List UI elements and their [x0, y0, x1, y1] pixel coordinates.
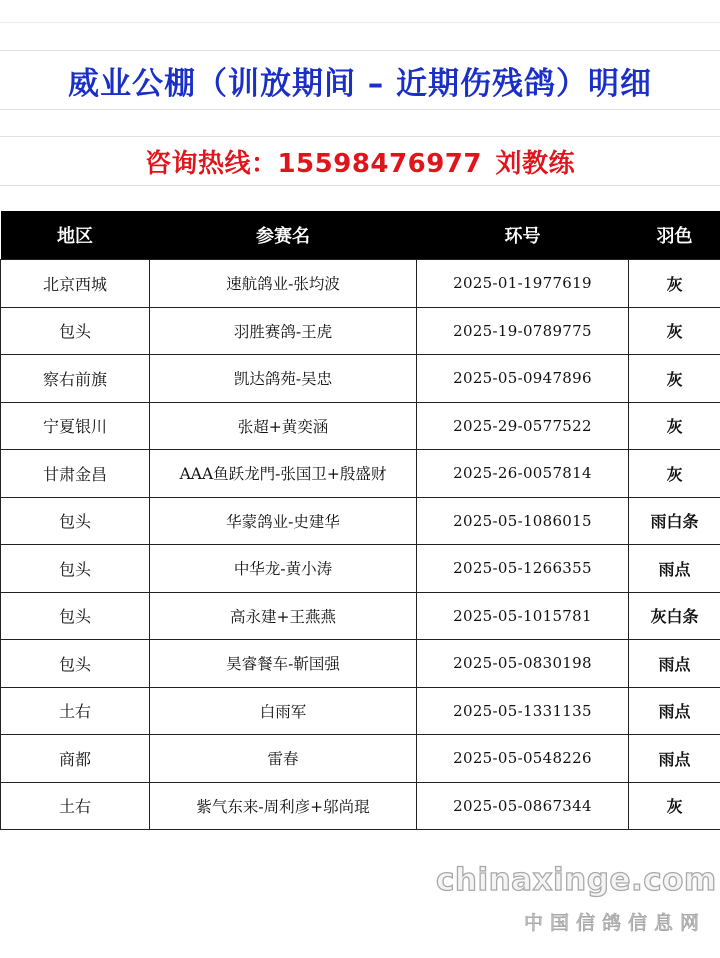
cell-ring-number: 2025-05-1086015	[417, 497, 629, 545]
table-row	[1, 640, 720, 688]
cell-region: 甘肃金昌	[1, 450, 150, 498]
cell-region: 包头	[1, 592, 150, 640]
hotline-number: 15598476977	[277, 148, 482, 179]
column-header-feather-color: 羽色	[629, 211, 720, 260]
cell-feather-color: 雨点	[629, 545, 720, 593]
watermark-domain: chinaxinge.com	[436, 862, 717, 898]
cell-entry-name: 速航鸽业-张均波	[150, 260, 417, 308]
cell-entry-name: 羽胜赛鸽-王虎	[150, 307, 417, 355]
cell-region: 宁夏银川	[1, 402, 150, 450]
cell-entry-name: 中华龙-黄小涛	[150, 545, 417, 593]
title-band	[0, 50, 720, 110]
cell-region: 察右前旗	[1, 355, 150, 403]
cell-entry-name: 华蒙鸽业-史建华	[150, 497, 417, 545]
table-row	[1, 545, 720, 593]
cell-region: 包头	[1, 640, 150, 688]
table-row	[1, 497, 720, 545]
cell-entry-name: 凯达鸽苑-吴忠	[150, 355, 417, 403]
table-row	[1, 355, 720, 403]
cell-feather-color: 灰	[629, 307, 720, 355]
table-row	[1, 307, 720, 355]
cell-entry-name: 雷春	[150, 735, 417, 783]
cell-entry-name: 紫气东来-周利彦+邬尚琨	[150, 782, 417, 830]
cell-feather-color: 灰	[629, 402, 720, 450]
cell-feather-color: 灰	[629, 260, 720, 308]
cell-ring-number: 2025-05-0947896	[417, 355, 629, 403]
cell-feather-color: 雨点	[629, 640, 720, 688]
cell-feather-color: 灰白条	[629, 592, 720, 640]
cell-ring-number: 2025-05-1015781	[417, 592, 629, 640]
cell-ring-number: 2025-01-1977619	[417, 260, 629, 308]
cell-feather-color: 雨点	[629, 687, 720, 735]
table-header-row	[1, 211, 720, 260]
injured-pigeon-table	[0, 211, 720, 830]
cell-ring-number: 2025-05-1266355	[417, 545, 629, 593]
cell-region: 土右	[1, 782, 150, 830]
cell-feather-color: 雨点	[629, 735, 720, 783]
cell-region: 包头	[1, 307, 150, 355]
cell-ring-number: 2025-26-0057814	[417, 450, 629, 498]
top-divider	[0, 22, 720, 23]
hotline	[145, 143, 575, 180]
column-header-ring-number: 环号	[417, 211, 629, 260]
column-header-region: 地区	[1, 211, 150, 260]
cell-feather-color: 灰	[629, 450, 720, 498]
hotline-label: 咨询热线：	[144, 148, 278, 179]
table-row	[1, 450, 720, 498]
cell-feather-color: 雨白条	[629, 497, 720, 545]
table-row	[1, 402, 720, 450]
page-title: 威业公棚（训放期间 – 近期伤残鸽）明细	[67, 65, 653, 102]
cell-region: 包头	[1, 497, 150, 545]
cell-entry-name: 白雨军	[150, 687, 417, 735]
cell-ring-number: 2025-05-0867344	[417, 782, 629, 830]
cell-entry-name: AAA鱼跃龙門-张国卫+殷盛财	[150, 450, 417, 498]
table-row	[1, 782, 720, 830]
cell-region: 北京西城	[1, 260, 150, 308]
cell-entry-name: 昊睿餐车-靳国强	[150, 640, 417, 688]
cell-feather-color: 灰	[629, 355, 720, 403]
cell-ring-number: 2025-19-0789775	[417, 307, 629, 355]
cell-ring-number: 2025-05-0548226	[417, 735, 629, 783]
cell-region: 土右	[1, 687, 150, 735]
table-row	[1, 260, 720, 308]
table-body	[1, 260, 720, 830]
cell-feather-color: 灰	[629, 782, 720, 830]
table-row	[1, 735, 720, 783]
table-row	[1, 687, 720, 735]
column-header-entry-name: 参赛名	[150, 211, 417, 260]
cell-entry-name: 高永建+王燕燕	[150, 592, 417, 640]
cell-region: 商都	[1, 735, 150, 783]
cell-region: 包头	[1, 545, 150, 593]
cell-ring-number: 2025-29-0577522	[417, 402, 629, 450]
cell-ring-number: 2025-05-1331135	[417, 687, 629, 735]
cell-entry-name: 张超+黄奕涵	[150, 402, 417, 450]
table-row	[1, 592, 720, 640]
watermark-site-name: 中国信鸽信息网	[523, 912, 706, 934]
hotline-contact: 刘教练	[495, 148, 576, 179]
cell-ring-number: 2025-05-0830198	[417, 640, 629, 688]
hotline-band	[0, 136, 720, 186]
